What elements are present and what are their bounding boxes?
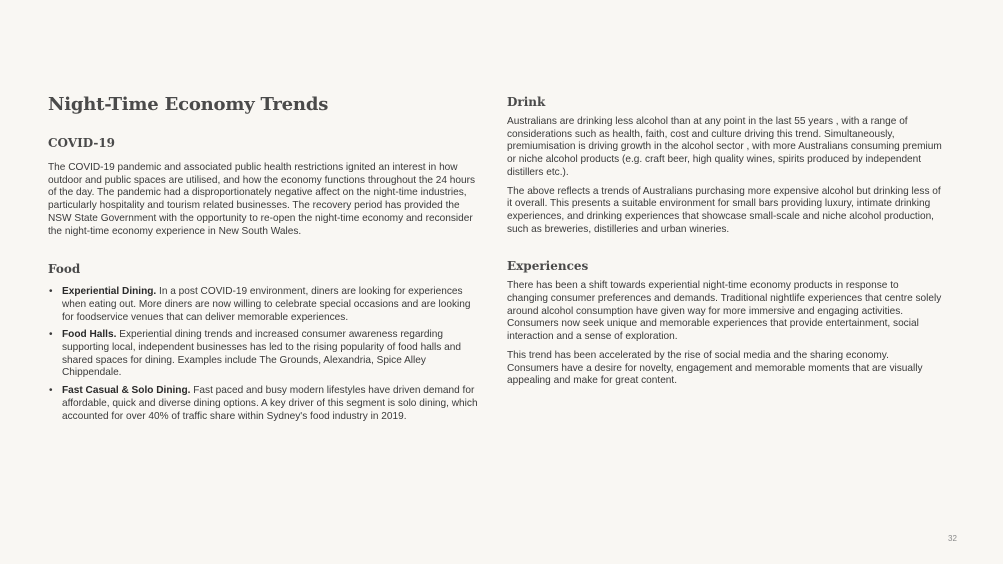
food-list-item — [48, 385, 480, 423]
food-item-text: In a post COVID-19 environment, diners are looking for experiences when eating out. More diners are now willing to celebrate special occasions and are looking for foodservice venues that can deliver memorable experiences. — [62, 286, 471, 323]
experiences-paragraph: There has been a shift towards experiential night-time economy products in response to changing consumer preferences and demands. Traditional nightlife experiences that centre solely around alcohol consumption have given way for more immersive and engaging activities. Consumers now seek unique and memorable experiences that provide entertainment, social interaction and a sense of exploration. — [507, 280, 942, 343]
food-item-title: Fast Casual & Solo Dining. — [62, 385, 191, 397]
food-heading: Food — [48, 262, 81, 277]
drink-paragraph: The above reflects a trends of Australians purchasing more expensive alcohol but drinking less of it overall. This presents a suitable environment for small bars providing luxury, intimate drinking experiences, and drinking experiences that showcase small-scale and niche alcohol production, such as breweries, distilleries and urban wineries. — [507, 185, 941, 235]
page-title: Night-Time Economy Trends — [48, 94, 329, 115]
food-item-title: Food Halls. — [62, 329, 117, 341]
food-item-text: Experiential dining trends and increased consumer awareness regarding supporting local, independent businesses has led to the rising popularity of food halls and shared spaces for dining. Examples include The Grounds, Alexandria, Spice Alley Chippendale. — [62, 329, 461, 379]
food-list-item — [48, 329, 480, 380]
experiences-heading: Experiences — [507, 259, 589, 274]
food-list-item — [48, 286, 480, 324]
covid-heading: COVID-19 — [48, 136, 116, 150]
left-column — [48, 92, 480, 423]
food-item-title: Experiential Dining. — [62, 286, 157, 298]
drink-heading: Drink — [507, 95, 546, 109]
drink-paragraph: Australians are drinking less alcohol than at any point in the last 55 years , with a range of considerations such as health, faith, cost and culture driving this trend. Simultaneously, premiumisation is driving growth in the alcohol sector , with more Australians consuming premium or niche alcohol products (e.g. craft beer, high quality wines, spirits produced by independent distillers etc.). — [507, 116, 942, 178]
right-column — [507, 92, 942, 388]
covid-paragraph: The COVID-19 pandemic and associated public health restrictions ignited an interest in how outdoor and public spaces are utilised, and how the economy functions throughout the 24 hours of the day. The pandemic had a disproportionately negative affect on the night-time industries, particularly hospitality and tourism related businesses. The recovery period has provided the NSW State Government with the opportunity to re-open the night-time economy and reconsider the night-time economy experience in New South Wales. — [48, 162, 476, 237]
food-list — [48, 286, 480, 423]
page-number: 32 — [948, 534, 957, 543]
experiences-paragraph: This trend has been accelerated by the rise of social media and the sharing economy. Consumers have a desire for novelty, engagement and memorable moments that are visually appealing and make for great content. — [507, 349, 923, 387]
food-item-text: Fast paced and busy modern lifestyles have driven demand for affordable, quick and diverse dining options. A key driver of this segment is solo dining, which accounted for over 40% of traffic share within Sydney's food industry in 2019. — [62, 385, 478, 422]
